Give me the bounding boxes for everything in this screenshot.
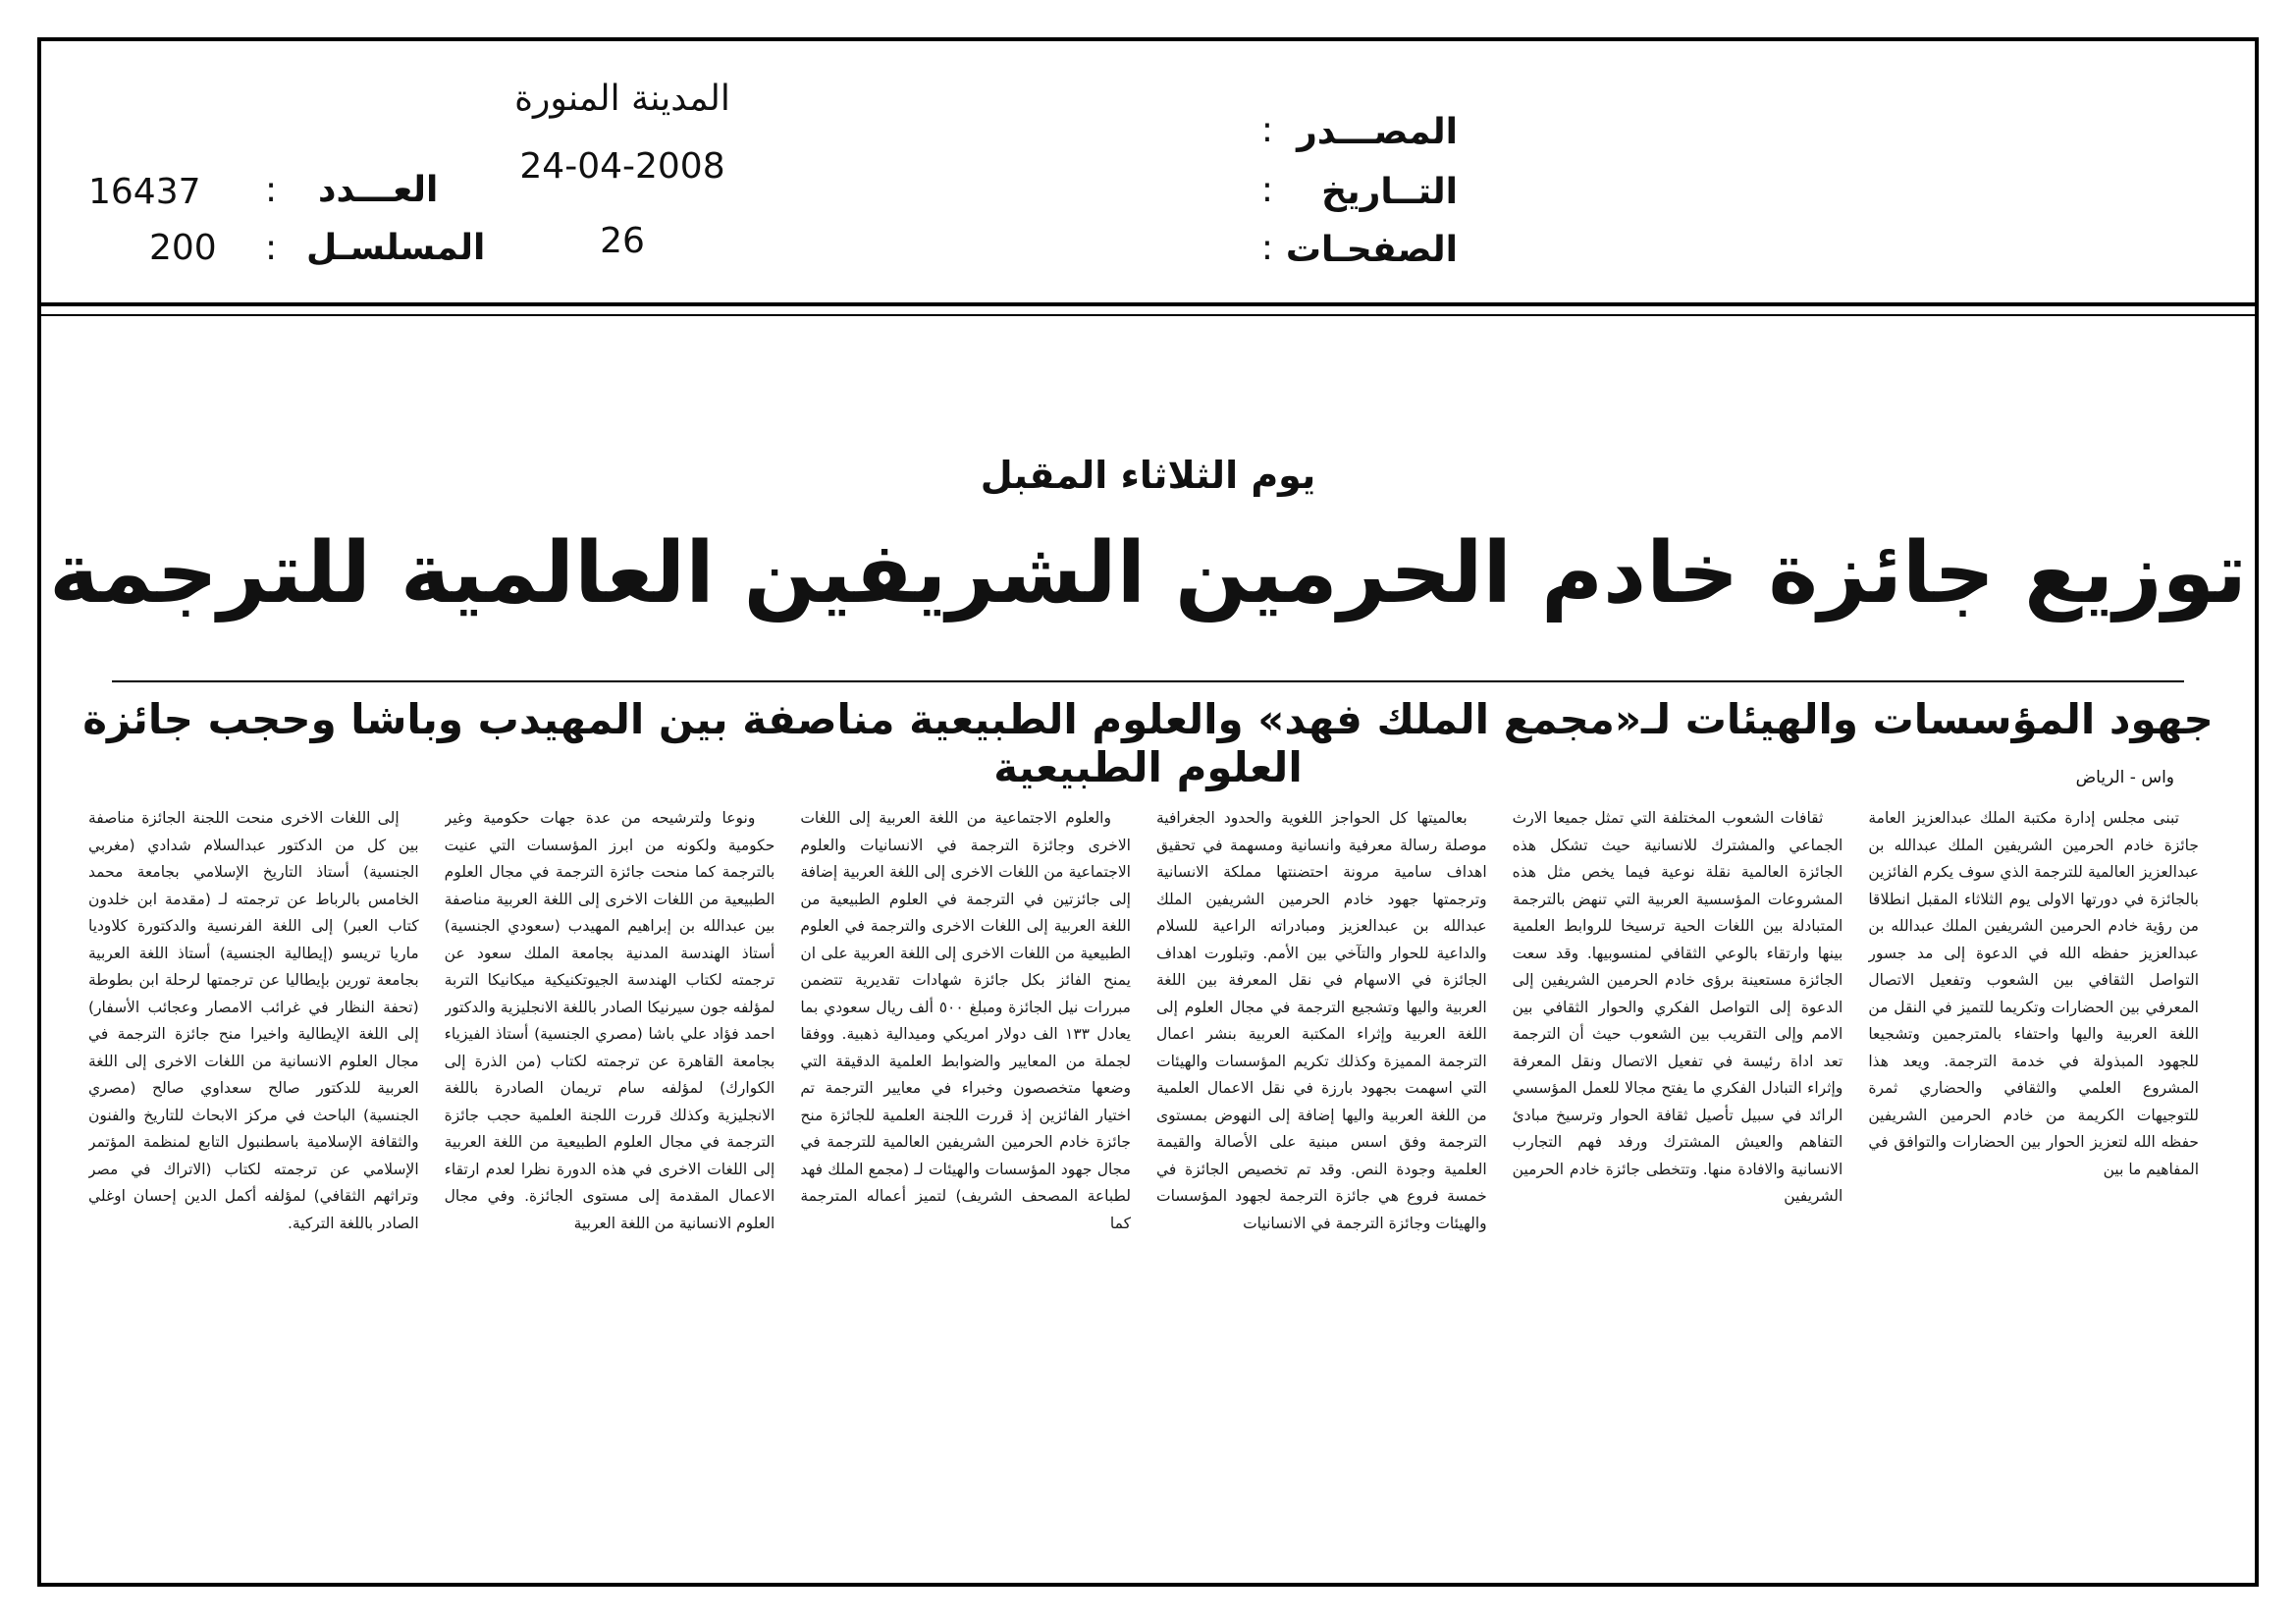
- page-frame: [37, 37, 2259, 1587]
- column-text: والعلوم الاجتماعية من اللغة العربية إلى اللغات الاخرى وجائزة الترجمة في الانسانيات والعلوم الاجتماعية من اللغات الاخرى إلى اللغة العربية إضافة إلى جائزتين في الترجمة في العلوم الطبيعية من اللغة العربية إلى اللغات الاخرى والترجمة في العلوم الطبيعية من اللغات الاخرى إلى اللغة العربية على ان يمنح الفائز بكل جائزة شهادات تقديرية تتضمن مبررات نيل الجائزة ومبلغ ٥٠٠ ألف ريال سعودي بما يعادل ١٣٣ الف دولار امريكي وميدالية ذهبية. ووفقا لجملة من المعايير والضوابط العلمية الدقيقة التي وضعها متخصصون وخبراء في معايير الترجمة تم اختيار الفائزين إذ قررت اللجنة العلمية للجائزة منح جائزة خادم الحرمين الشريفين العالمية للترجمة في مجال جهود المؤسسات والهيئات لـ (مجمع الملك فهد لطباعة المصحف الشريف) لتميز أعماله المترجمة كما: [800, 809, 1131, 1232]
- date-colon: :: [1260, 170, 1273, 210]
- article-column-6: [88, 805, 419, 1426]
- article-body: [88, 805, 2199, 1426]
- serial-label: المسلسـل: [306, 228, 486, 268]
- article-headline: توزيع جائزة خادم الحرمين الشريفين العالمية للترجمة: [49, 524, 2247, 623]
- pages-colon: :: [1260, 228, 1273, 268]
- article-kicker: يوم الثلاثاء المقبل: [980, 454, 1316, 497]
- column-text: تبنى مجلس إدارة مكتبة الملك عبدالعزيز العامة جائزة خادم الحرمين الشريفين الملك عبدالله بن عبدالعزيز العالمية للترجمة الذي سوف يكرم الفائزين بالجائزة في دورتها الاولى يوم الثلاثاء المقبل انطلاقا من رؤية خادم الحرمين الشريفين الملك عبدالله بن عبدالعزيز حفظه الله في الدعوة إلى مد جسور التواصل الثقافي بين الشعوب وتفعيل الاتصال المعرفي بين الحضارات وتكريما للتميز في النقل من اللغة العربية واليها واحتفاء بالمترجمين وتشجيعا للجهود المبذولة في خدمة الترجمة. ويعد هذا المشروع العلمي والثقافي والحضاري ثمرة للتوجيهات الكريمة من خادم الحرمين الشريفين حفظه الله لتعزيز الحوار بين الحضارات والتوافق في المفاهيم ما بين: [1868, 809, 2199, 1178]
- pages-label: الصفحـات: [1285, 230, 1458, 270]
- article-column-2: [1513, 805, 1843, 1426]
- pages-value: 26: [600, 221, 645, 261]
- article-column-4: [800, 805, 1131, 1426]
- article-column-3: [1156, 805, 1487, 1426]
- source-value: المدينة المنورة: [514, 79, 730, 119]
- column-text: بعالميتها كل الحواجز اللغوية والحدود الجغرافية موصلة رسالة معرفية وانسانية ومسهمة في تحقيق اهداف سامية مرونة احتضنتها مملكة الانسانية وترجمتها جهود خادم الحرمين الشريفين الملك عبدالله بن عبدالعزيز ومبادراته الراعية للسلام والداعية للحوار والتآخي بين الأمم. وتبلورت اهداف الجائزة في الاسهام في نقل المعرفة بين اللغة العربية واليها وتشجيع الترجمة في مجال العلوم إلى اللغة العربية وإثراء المكتبة العربية بنشر اعمال الترجمة المميزة وكذلك تكريم المؤسسات والهيئات التي اسهمت بجهود بارزة في نقل الاعمال العلمية من اللغة العربية واليها إضافة إلى النهوض بمستوى الترجمة وفق اسس مبنية على الأصالة والقيمة العلمية وجودة النص. وقد تم تخصيص الجائزة في خمسة فروع هي جائزة الترجمة لجهود المؤسسات والهيئات وجائزة الترجمة في الانسانيات: [1155, 809, 1487, 1232]
- issue-label: العـــدد: [318, 170, 439, 210]
- column-text: ونوعا ولترشيحه من عدة جهات حكومية وغير حكومية ولكونه من ابرز المؤسسات التي عنيت بالترجمة كما منحت جائزة الترجمة في مجال العلوم الطبيعية من اللغات الاخرى إلى اللغة العربية مناصفة بين عبدالله بن إبراهيم المهيدب (سعودي الجنسية) أستاذ الهندسة المدنية بجامعة الملك سعود عن ترجمته لكتاب الهندسة الجيوتكنيكية ميكانيكا التربة لمؤلفه جون سيرنيكا الصادر باللغة الانجليزية والدكتور احمد فؤاد علي باشا (مصري الجنسية) أستاذ الفيزياء بجامعة القاهرة عن ترجمته لكتاب (من الذرة إلى الكوارك) لمؤلفه سام تريمان الصادرة باللغة الانجليزية وكذلك قررت اللجنة العلمية حجب جائزة الترجمة في مجال العلوم الطبيعية من اللغة العربية إلى اللغات الاخرى في هذه الدورة نظرا لعدم ارتقاء الاعمال المقدمة إلى مستوى الجائزة. وفي مجال العلوم الانسانية من اللغة العربية: [444, 809, 775, 1232]
- issue-colon: :: [265, 170, 278, 210]
- clipping-header: [41, 41, 2255, 306]
- serial-colon: :: [265, 228, 278, 268]
- article-subheadline: جهود المؤسسات والهيئات لـ«مجمع الملك فهد» والعلوم الطبيعية مناصفة بين المهيدب وباشا وحجب جائزة العلوم الطبيعية: [82, 695, 2214, 791]
- source-label: المصـــدر: [1297, 112, 1458, 152]
- source-colon: :: [1260, 110, 1273, 150]
- article-column-5: [445, 805, 775, 1426]
- serial-value: 200: [149, 228, 217, 268]
- date-label: التــاريخ: [1321, 172, 1458, 212]
- date-value: 24-04-2008: [519, 146, 725, 187]
- article-column-1: [1868, 805, 2199, 1426]
- article-dateline: واس - الرياض: [2075, 768, 2174, 787]
- column-text: إلى اللغات الاخرى منحت اللجنة الجائزة مناصفة بين كل من الدكتور عبدالسلام شدادي (مغربي الجنسية) أستاذ التاريخ الإسلامي بجامعة محمد الخامس بالرباط عن ترجمته لـ (مقدمة ابن خلدون كتاب العبر) إلى اللغة الفرنسية والدكتورة كلاوديا ماريا تريسو (إيطالية الجنسية) أستاذ اللغة العربية بجامعة تورين بإيطاليا عن ترجمتها لرحلة ابن بطوطة (تحفة النظار في غرائب الامصار وعجائب الأسفار) إلى اللغة الإيطالية واخيرا منح جائزة الترجمة في مجال العلوم الانسانية من اللغات الاخرى إلى اللغة العربية للدكتور صالح سعداوي صالح (مصري الجنسية) الباحث في مركز الابحاث للتاريخ والفنون والثقافة الإسلامية باسطنبول التابع لمنظمة المؤتمر الإسلامي عن ترجمته لكتاب (الاتراك في مصر وتراثهم الثقافي) لمؤلفه أكمل الدين إحسان اوغلي الصادر باللغة التركية.: [87, 809, 419, 1232]
- column-text: ثقافات الشعوب المختلفة التي تمثل جميعا الارث الجماعي والمشترك للانسانية حيث تشكل هذه الجائزة العالمية نقلة نوعية فيما يخص مثل هذه المشروعات المؤسسية العربية التي تنهض بالترجمة المتبادلة بين اللغات الحية ترسيخا للروابط العلمية بينها وارتقاء بالوعي الثقافي لمنسوبيها. وقد سعت الجائزة مستعينة برؤى خادم الحرمين الشريفين إلى الدعوة إلى التواصل الفكري والحوار الثقافي بين الامم وإلى التقريب بين الشعوب حيث أن الترجمة تعد اداة رئيسة في تفعيل الاتصال ونقل المعرفة وإثراء التبادل الفكري ما يفتح مجالا للعمل المؤسسي الرائد في سبيل تأصيل ثقافة الحوار وترسيخ مبادئ التفاهم والعيش المشترك ورفد فهم التجارب الانسانية والافادة منها. وتتخطى جائزة خادم الحرمين الشريفين: [1512, 809, 1843, 1205]
- issue-value: 16437: [88, 172, 201, 212]
- subheadline-rule: [112, 680, 2184, 682]
